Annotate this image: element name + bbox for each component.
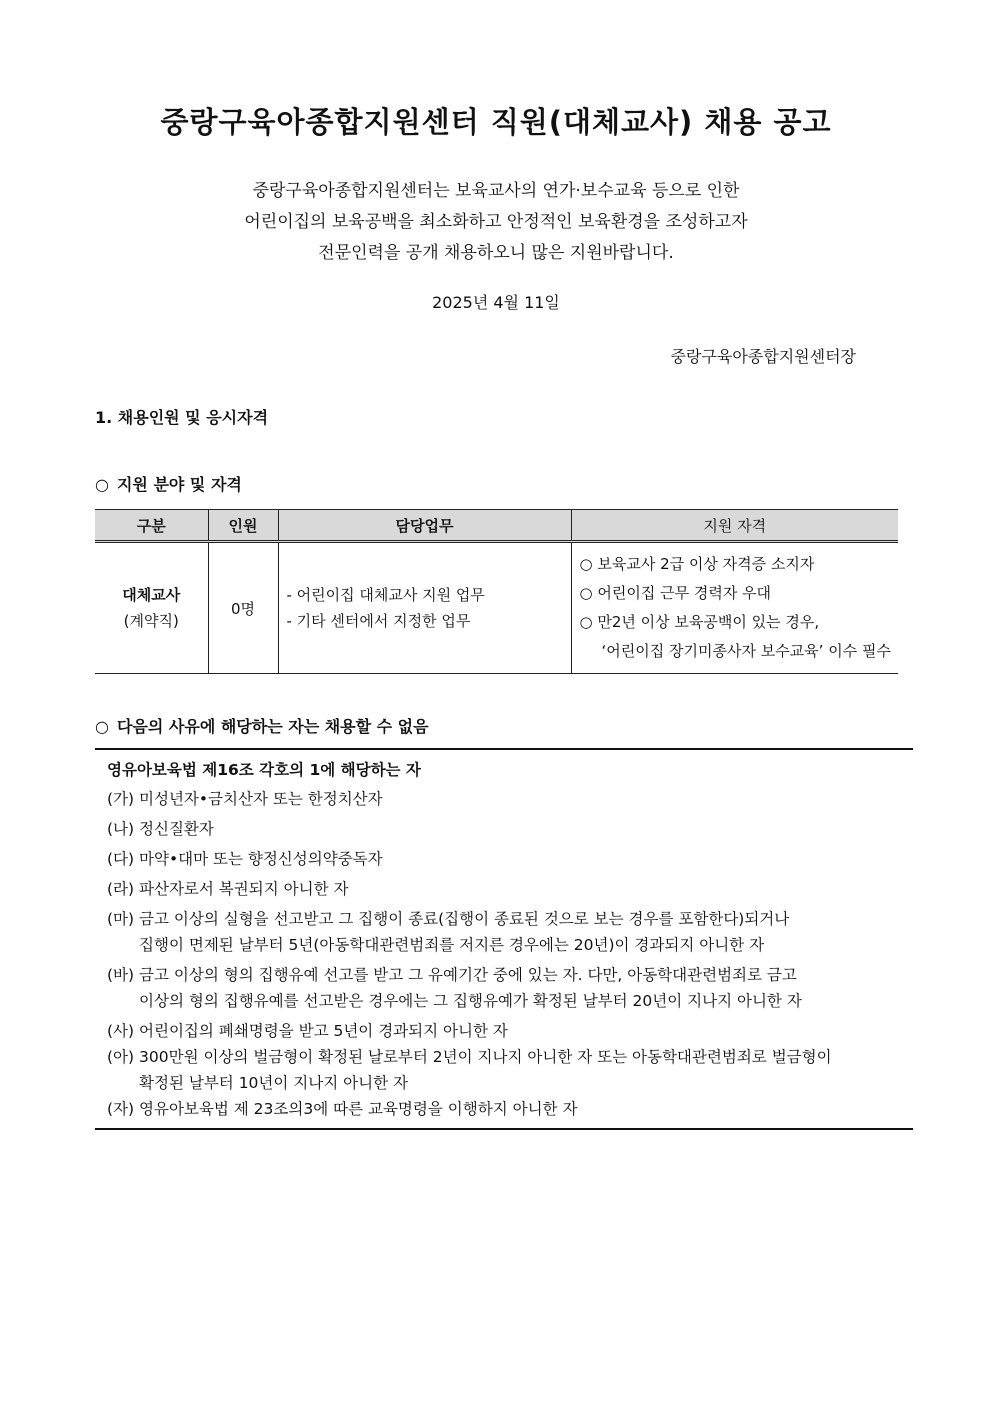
item-text: 300만원 이상의 벌금형이 확정된 날로부터 2년이 지나지 아니한 자 또는 아동학대관련범죄로 벌금형이 [139, 1048, 832, 1066]
table-row [95, 542, 898, 674]
item-label: (사) [107, 1022, 135, 1040]
header-duties: 담당업무 [278, 510, 571, 542]
header-category: 구분 [95, 510, 208, 542]
item-label: (다) [107, 850, 135, 868]
qualification-note: ‘어린이집 장기미종사자 보수교육’ 이수 필수 [601, 642, 891, 660]
list-item [95, 846, 913, 872]
position-type: (계약직) [123, 612, 179, 630]
intro-line: 어린이집의 보육공백을 최소화하고 안정적인 보육환경을 조성하고자 [244, 212, 748, 232]
item-label: (마) [107, 910, 135, 928]
item-text: 정신질환자 [139, 820, 214, 838]
section-heading: 1. 채용인원 및 응시자격 [95, 408, 269, 427]
item-label: (나) [107, 820, 135, 838]
qualification-item: ○ 만2년 이상 보육공백이 있는 경우, [579, 613, 820, 631]
table-header-row [95, 510, 898, 542]
law-reference: 영유아보육법 제16조 각호의 1에 해당하는 자 [107, 761, 421, 779]
intro-paragraph [0, 176, 992, 269]
item-text: 금고 이상의 실형을 선고받고 그 집행이 종료(집행이 종료된 것으로 보는 경우를 포함한다)되거나 [139, 910, 790, 928]
item-text-continued: 이상의 형의 집행유예를 선고받은 경우에는 그 집행유예가 확정된 날부터 20년이 지나지 아니한 자 [139, 992, 802, 1010]
list-item [95, 1044, 913, 1096]
signature: 중랑구육아종합지원센터장 [670, 347, 856, 366]
qualification-item: ○ 어린이집 근무 경력자 우대 [579, 584, 772, 602]
item-text: 어린이집의 폐쇄명령을 받고 5년이 경과되지 아니한 자 [139, 1022, 508, 1040]
item-text: 영유아보육법 제 23조의3에 따른 교육명령을 이행하지 아니한 자 [139, 1100, 578, 1118]
list-item [95, 816, 913, 842]
intro-line: 전문인력을 공개 채용하오니 많은 지원바랍니다. [318, 243, 674, 263]
item-text: 미성년자•금치산자 또는 한정치산자 [139, 790, 383, 808]
item-label: (라) [107, 880, 135, 898]
subsection-heading [95, 472, 242, 495]
list-item [95, 962, 913, 1014]
circle-bullet-icon: ○ [95, 717, 109, 736]
item-text: 파산자로서 복권되지 아니한 자 [139, 880, 349, 898]
list-item [95, 1018, 913, 1044]
item-text-continued: 집행이 면제된 날부터 5년(아동학대관련범죄를 저지른 경우에는 20년)이 경과되지 아니한 자 [139, 936, 765, 954]
duty-item: - 기타 센터에서 지정한 업무 [286, 612, 471, 630]
item-label: (바) [107, 966, 135, 984]
list-item [95, 876, 913, 902]
qualifications-cell [571, 542, 898, 674]
item-text: 마약•대마 또는 향정신성의약중독자 [139, 850, 383, 868]
item-label: (가) [107, 790, 135, 808]
subsection-title: 다음의 사유에 해당하는 자는 채용할 수 없음 [116, 717, 429, 736]
duties-cell [278, 542, 571, 674]
list-item [95, 1096, 913, 1122]
item-text-continued: 확정된 날부터 10년이 지나지 아니한 자 [139, 1074, 408, 1092]
announcement-date: 2025년 4월 11일 [432, 293, 560, 312]
circle-bullet-icon: ○ [95, 475, 109, 494]
count-cell: 0명 [208, 542, 278, 674]
header-count: 인원 [208, 510, 278, 542]
item-label: (자) [107, 1100, 135, 1118]
header-qualifications: 지원 자격 [571, 510, 898, 542]
exclusion-box [95, 748, 913, 1130]
page-title: 중랑구육아종합지원센터 직원(대체교사) 채용 공고 [160, 105, 832, 139]
position-name: 대체교사 [122, 586, 181, 604]
item-label: (아) [107, 1048, 135, 1066]
subsection-title: 지원 분야 및 자격 [116, 475, 242, 494]
duty-item: - 어린이집 대체교사 지원 업무 [286, 586, 485, 604]
list-item [95, 906, 913, 958]
intro-line: 중랑구육아종합지원센터는 보육교사의 연가·보수교육 등으로 인한 [252, 181, 740, 201]
list-item [95, 786, 913, 812]
subsection-heading [95, 714, 429, 737]
recruitment-table [95, 509, 898, 674]
qualification-item: ○ 보육교사 2급 이상 자격증 소지자 [579, 555, 815, 573]
item-text: 금고 이상의 형의 집행유예 선고를 받고 그 유예기간 중에 있는 자. 다만, 아동학대관련범죄로 금고 [139, 966, 797, 984]
position-cell [95, 542, 208, 674]
